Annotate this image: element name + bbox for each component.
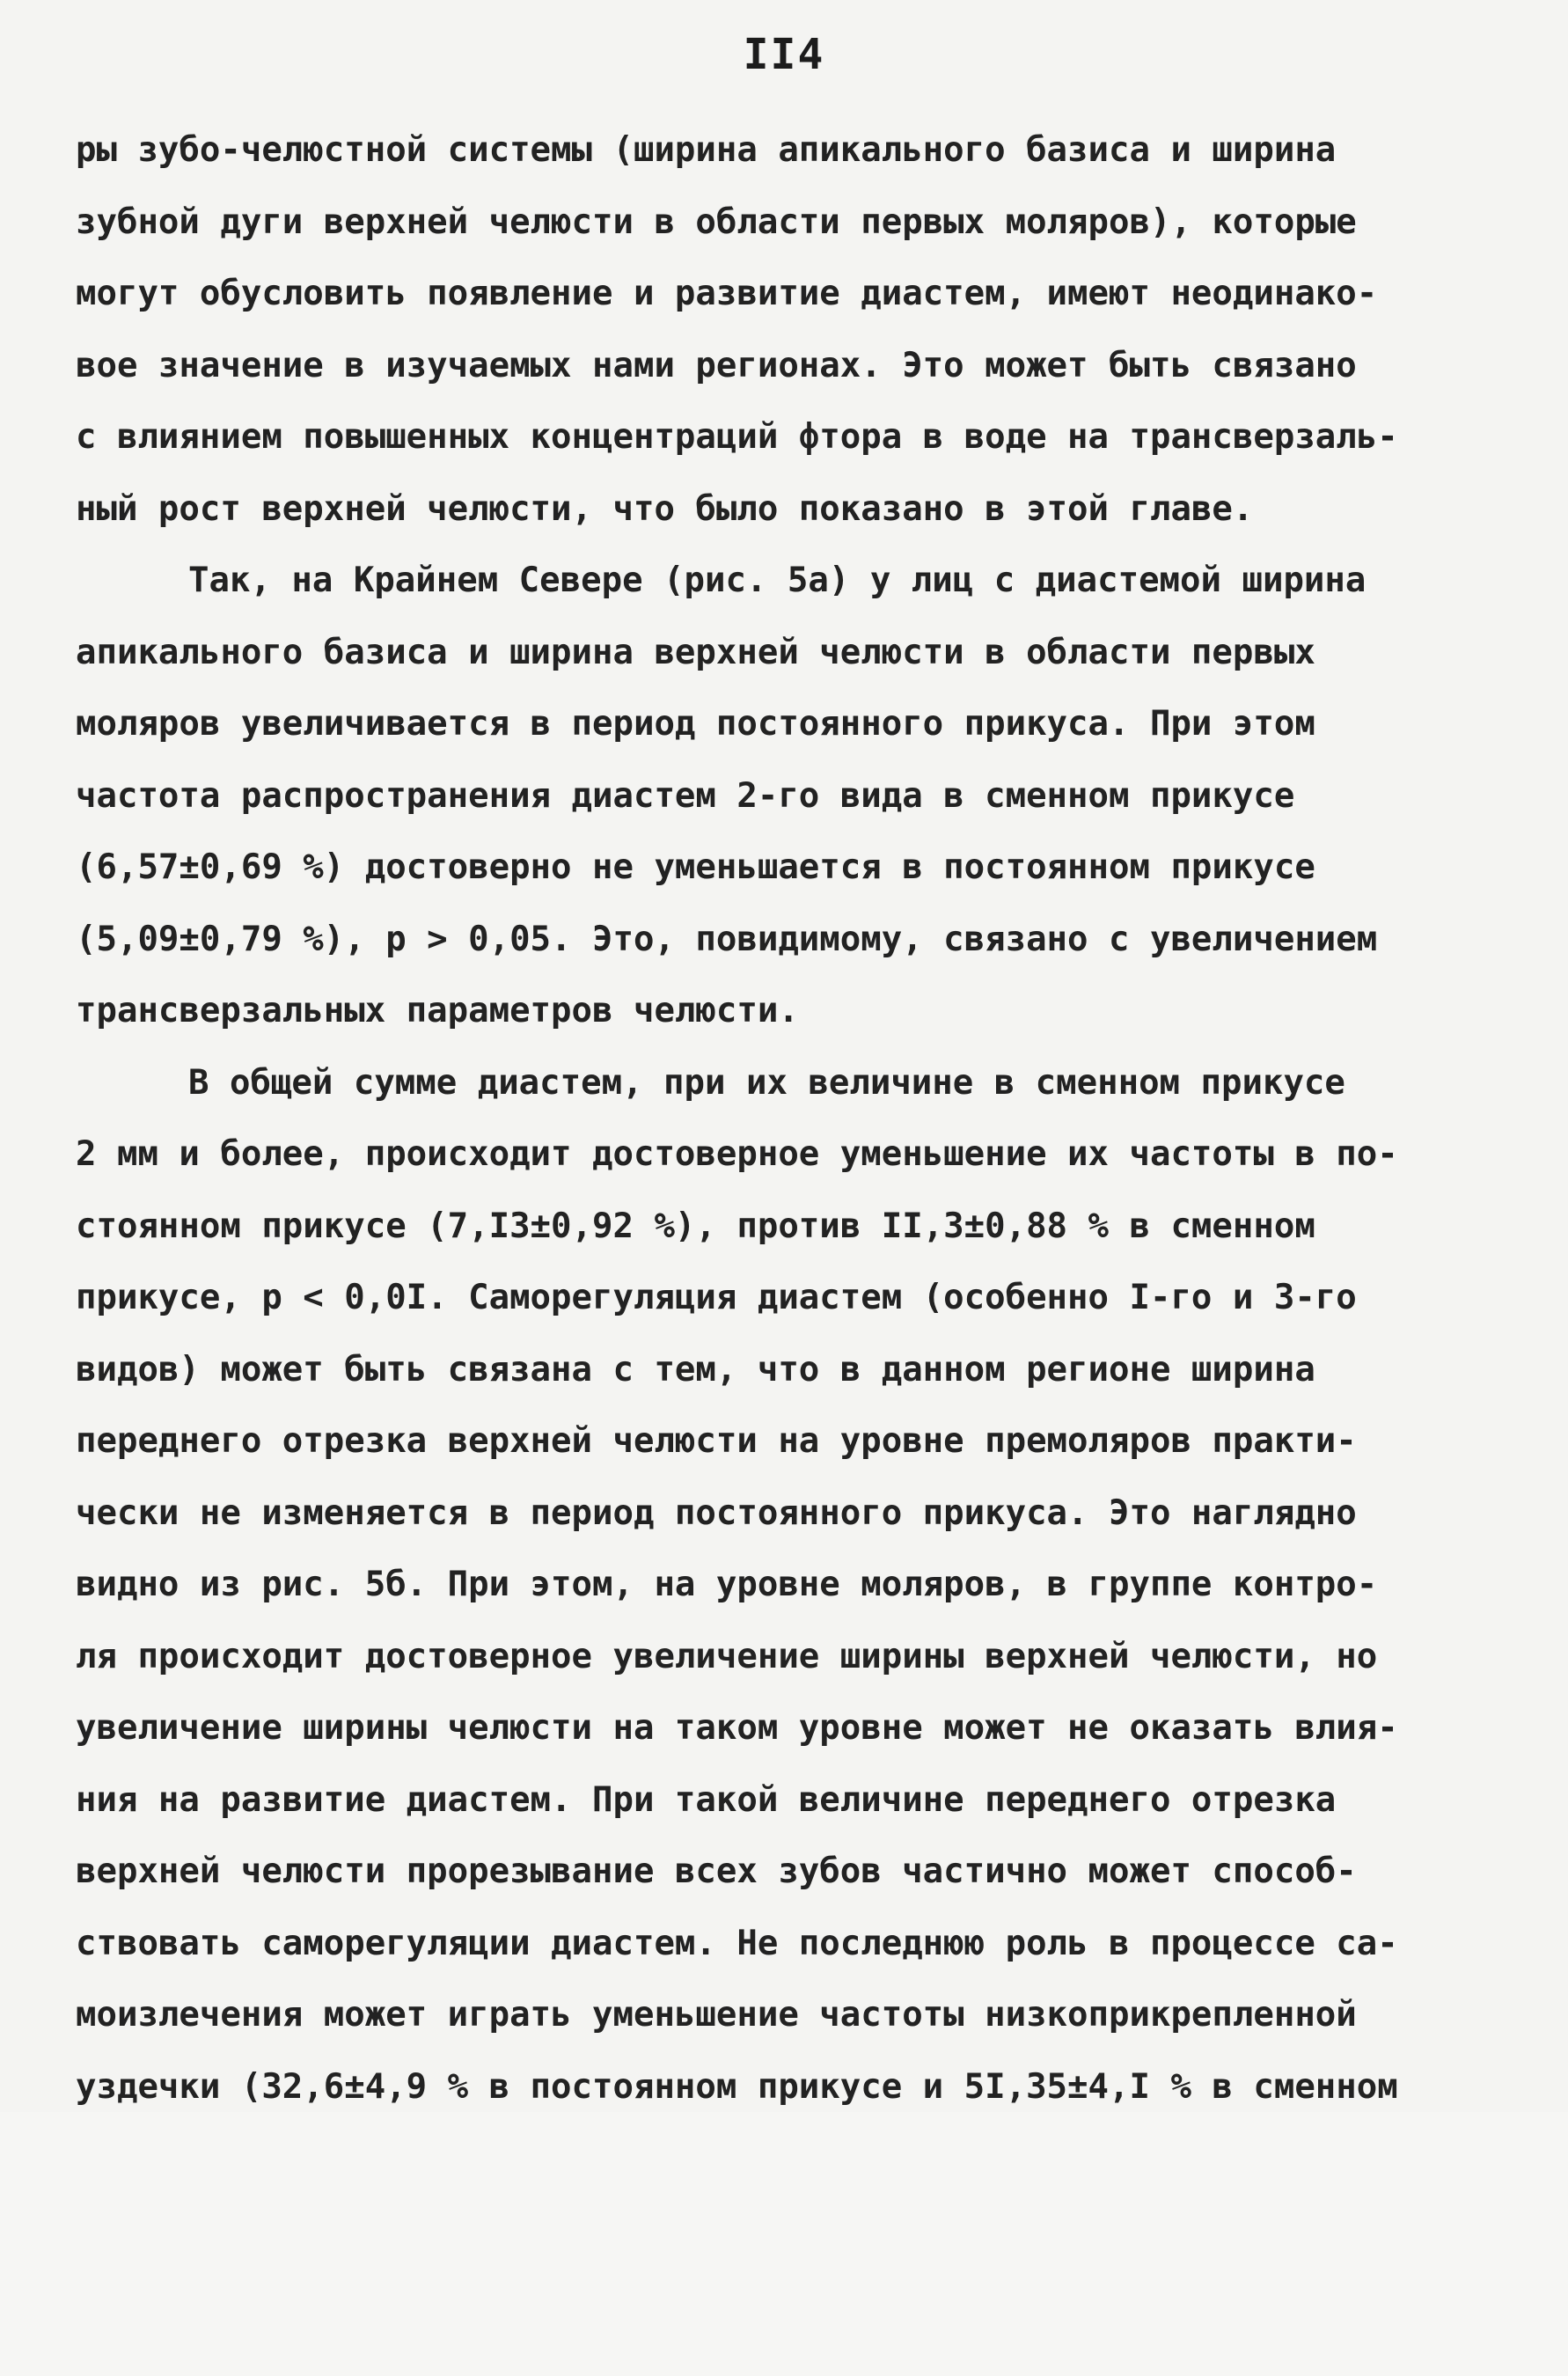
text-line: чески не изменяется в период постоянного прикуса. Это наглядно bbox=[76, 1492, 1357, 1533]
text-line: моляров увеличивается в период постоянного прикуса. При этом bbox=[76, 704, 1315, 744]
text-line: 2 мм и более, происходит достоверное уменьшение их частоты в по- bbox=[76, 1134, 1398, 1174]
text-line: стоянном прикусе (7,I3±0,92 %), против II,3±0,88 % в сменном bbox=[76, 1206, 1315, 1246]
text-line: вое значение в изучаемых нами регионах. Это может быть связано bbox=[76, 345, 1357, 385]
text-line: верхней челюсти прорезывание всех зубов частично может способ- bbox=[76, 1852, 1357, 1891]
text-line: ния на развитие диастем. При такой величине переднего отрезка bbox=[76, 1779, 1337, 1820]
text-line: прикусе, р < 0,0I. Саморегуляция диастем (особенно I-го и 3-го bbox=[76, 1278, 1357, 1317]
text-line: ля происходит достоверное увеличение ширины верхней челюсти, но bbox=[76, 1636, 1378, 1676]
text-line: ры зубо-челюстной системы (ширина апикального базиса и ширина bbox=[76, 130, 1337, 170]
text-line: видов) может быть связана с тем, что в данном регионе ширина bbox=[76, 1349, 1315, 1390]
text-line: с влиянием повышенных концентраций фтора в воде на трансверзаль- bbox=[76, 417, 1398, 457]
page-number: II4 bbox=[743, 30, 825, 79]
text-line: увеличение ширины челюсти на таком уровне может не оказать влия- bbox=[76, 1708, 1398, 1748]
text-line: (6,57±0,69 %) достоверно не уменьшается в постоянном прикусе bbox=[76, 847, 1315, 887]
page-body-text bbox=[76, 114, 1501, 2123]
text-line: частота распространения диастем 2-го вида в сменном прикусе bbox=[76, 775, 1295, 816]
text-line: могут обусловить появление и развитие диастем, имеют неодинако- bbox=[76, 274, 1378, 313]
text-line: апикального базиса и ширина верхней челюсти в области первых bbox=[76, 632, 1315, 672]
text-line: моизлечения может играть уменьшение частоты низкоприкрепленной bbox=[76, 1995, 1357, 2035]
text-line: трансверзальных параметров челюсти. bbox=[76, 991, 799, 1030]
paragraph-first-line: В общей сумме диастем, при их величине в сменном прикусе bbox=[188, 1062, 1345, 1103]
text-line: видно из рис. 5б. При этом, на уровне моляров, в группе контро- bbox=[76, 1565, 1378, 1604]
text-line: зубной дуги верхней челюсти в области первых моляров), которые bbox=[76, 202, 1357, 242]
text-line: ствовать саморегуляции диастем. Не последнюю роль в процессе са- bbox=[76, 1923, 1398, 1963]
text-line: (5,09±0,79 %), р > 0,05. Это, повидимому, связано с увеличением bbox=[76, 919, 1378, 959]
text-line: ный рост верхней челюсти, что было показано в этой главе. bbox=[76, 488, 1254, 529]
text-line: уздечки (32,6±4,9 % в постоянном прикусе и 5I,35±4,I % в сменном bbox=[76, 2066, 1398, 2107]
paragraph-first-line: Так, на Крайнем Севере (рис. 5а) у лиц с диастемой ширина bbox=[188, 561, 1367, 600]
blank-page-margin bbox=[0, 2112, 1568, 2376]
text-line: переднего отрезка верхней челюсти на уровне премоляров практи- bbox=[76, 1421, 1357, 1461]
